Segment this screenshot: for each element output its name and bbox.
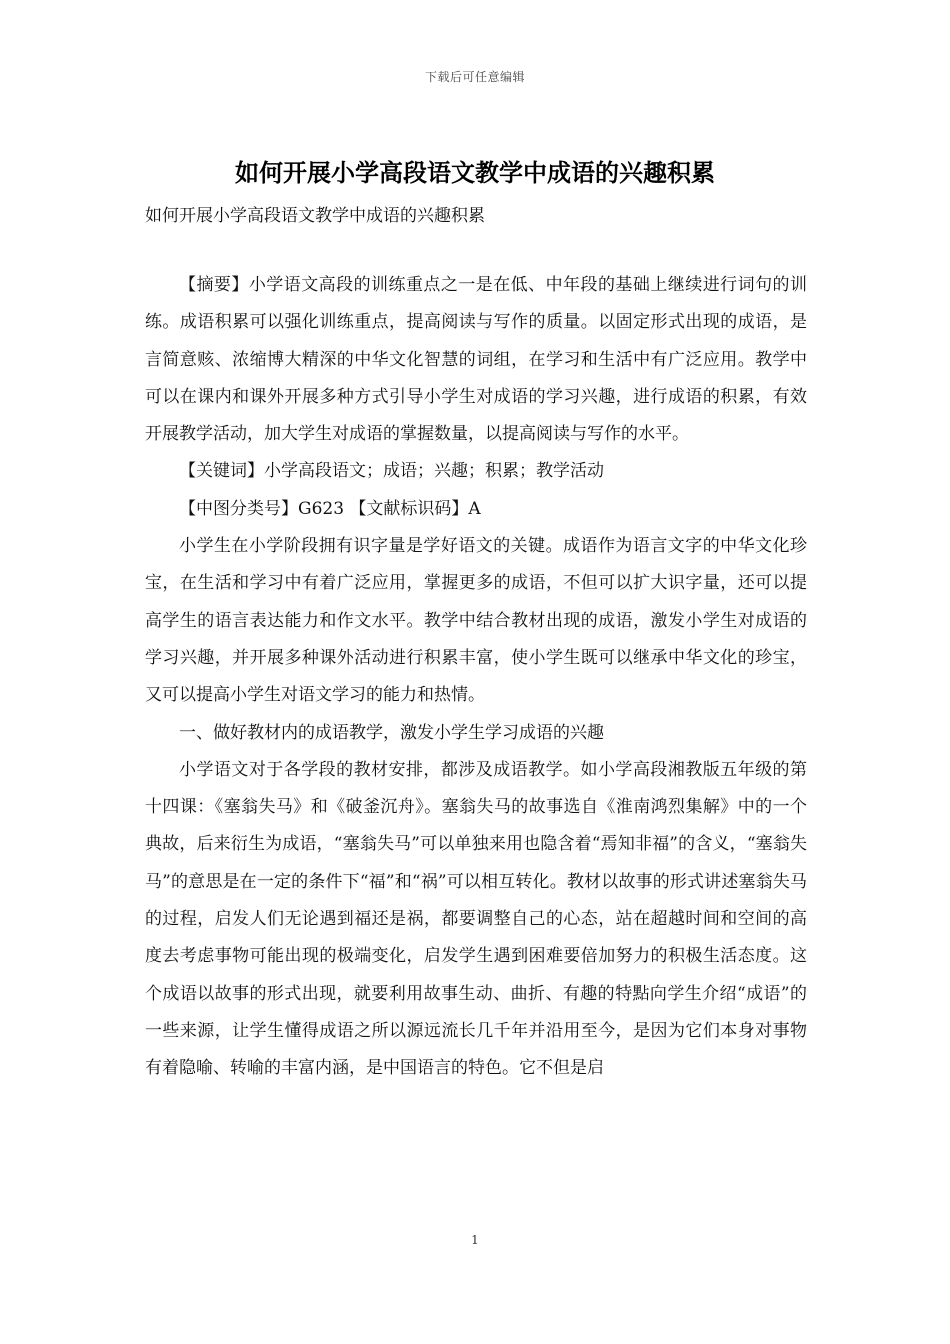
document-body: [145, 267, 807, 1088]
document-title: 如何开展小学高段语文教学中成语的兴趣积累: [235, 159, 715, 187]
header-note: 下载后可任意编辑: [424, 70, 525, 84]
document-subtitle: 如何开展小学高段语文教学中成语的兴趣积累: [145, 206, 485, 226]
section-heading-1: 一、做好教材内的成语教学，激发小学生学习成语的兴趣: [179, 722, 604, 743]
keywords-paragraph: 【关键词】小学高段语文；成语；兴趣；积累；教学活动: [179, 461, 604, 482]
intro-paragraph: 小学生在小学阶段拥有识字量是学好语文的关键。成语作为语言文字的中华文化珍宝，在生活和学习中有着广泛应用，掌握更多的成语，不但可以扩大识字量，还可以提高学生的语言表达能力和作文水平。教学中结合教材出现的成语，激发小学生对成语的学习兴趣，并开展多种课外活动进行积累丰富，使小学生既可以继承中华文化的珍宝，又可以提高小学生对语文学习的能力和热情。: [145, 536, 807, 706]
page-number: 1: [471, 1233, 479, 1247]
abstract-paragraph: 【摘要】小学语文高段的训练重点之一是在低、中年段的基础上继续进行词句的训练。成语积累可以强化训练重点，提高阅读与写作的质量。以固定形式出现的成语，是言简意赅、浓缩博大精深的中华文化智慧的词组，在学习和生活中有广泛应用。教学中可以在课内和课外开展多种方式引导小学生对成语的学习兴趣，进行成语的积累，有效开展教学活动，加大学生对成语的掌握数量，以提高阅读与写作的水平。: [145, 275, 807, 445]
section-1-paragraph: 小学语文对于各学段的教材安排，都涉及成语教学。如小学高段湘教版五年级的第十四课：《塞翁失马》和《破釜沉舟》。塞翁失马的故事选自《淮南鸿烈集解》中的一个典故，后来衍生为成语，“塞翁失马”可以单独来用也隐含着“焉知非福”的含义，“塞翁失马”的意思是在一定的条件下“福”和“祸”可以相互转化。教材以故事的形式讲述塞翁失马的过程，启发人们无论遇到福还是祸，都要调整自己的心态，站在超越时间和空间的高度去考虑事物可能出现的极端变化，启发学生遇到困难要倍加努力的积极生活态度。这个成语以故事的形式出现，就要利用故事生动、曲折、有趣的特點向学生介绍“成语”的一些来源，让学生懂得成语之所以源远流长几千年并沿用至今，是因为它们本身对事物有着隐喻、转喻的丰富内涵，是中国语言的特色。它不但是启: [145, 759, 807, 1079]
classification-paragraph: 【中图分类号】G623 【文献标识码】A: [179, 498, 481, 519]
